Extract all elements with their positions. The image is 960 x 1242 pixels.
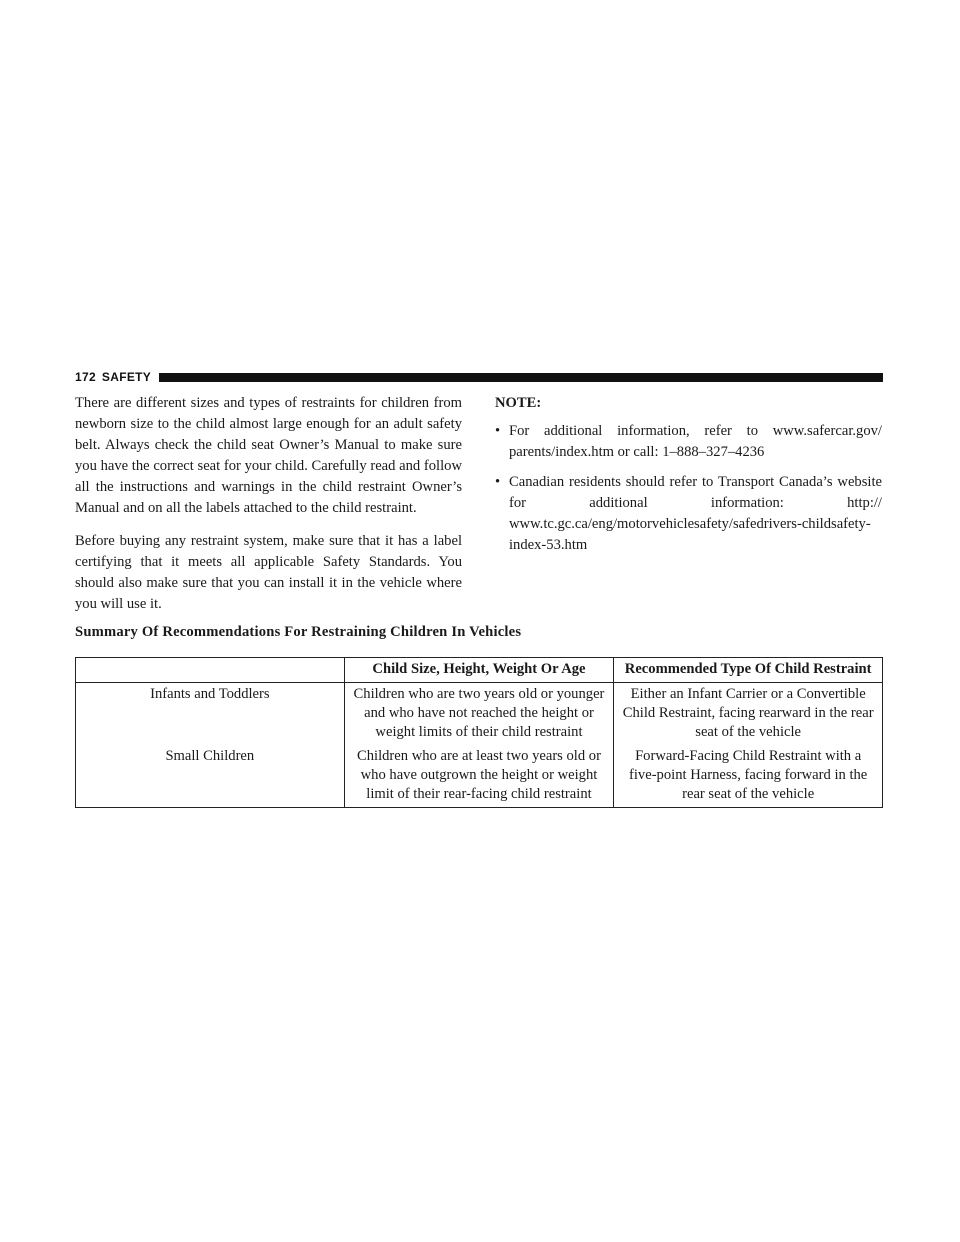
section-title: SAFETY (101, 370, 152, 384)
note-label: NOTE: (495, 395, 542, 411)
note-bullets (495, 421, 882, 556)
note-bullet-text: For additional information, refer to www.safercar.gov/ parents/index.htm or call: 1–888–327–4236 (509, 423, 882, 460)
table-row (76, 683, 883, 746)
table-title: Summary Of Recommendations For Restraining Children In Vehicles (75, 624, 522, 640)
note-section (495, 393, 882, 565)
left-column (75, 393, 462, 627)
table-cell: Children who are two years old or younger and who have not reached the height or weight limits of their child restraint (344, 683, 614, 746)
table-cell: Children who are at least two years old or who have outgrown the height or weight limit of their rear-facing child restraint (344, 745, 614, 808)
table-cell: Small Children (76, 745, 345, 808)
table-row (76, 745, 883, 808)
buying-paragraph: Before buying any restraint system, make sure that it has a label certifying that it meets all applicable Safety Standards. You should also make sure that you can install it in the vehicle where you will use it. (75, 533, 462, 612)
bullet-icon: • (495, 423, 501, 439)
bullet-icon: • (495, 474, 501, 490)
page-number: 172 (75, 370, 96, 384)
recommendations-table (75, 657, 883, 808)
table-cell: Forward-Facing Child Restraint with a five-point Harness, facing forward in the rear seat of the vehicle (614, 745, 883, 808)
note-bullet-item (495, 472, 882, 556)
note-bullet-text: Canadian residents should refer to Transport Canada’s website for additional information: http:// www.tc.gc.ca/eng/motorvehiclesafety/safedrivers-childsafety-index-53.htm (509, 474, 882, 553)
header-cell (76, 658, 345, 683)
header-cell: Recommended Type Of Child Restraint (614, 658, 883, 683)
page-header (75, 369, 883, 385)
note-bullet-item (495, 421, 882, 463)
table-cell: Either an Infant Carrier or a Convertible Child Restraint, facing rearward in the rear seat of the vehicle (614, 683, 883, 746)
intro-paragraph: There are different sizes and types of restraints for children from newborn size to the child almost large enough for an adult safety belt. Always check the child seat Owner’s Manual to make sure you have the correct seat for your child. Carefully read and follow all the instructions and warnings in the child restraint Owner’s Manual and on all the labels attached to the child restraint. (75, 395, 462, 516)
header-rule (159, 373, 883, 382)
table-header-row (76, 658, 883, 683)
table-cell: Infants and Toddlers (76, 683, 345, 746)
header-cell: Child Size, Height, Weight Or Age (344, 658, 614, 683)
